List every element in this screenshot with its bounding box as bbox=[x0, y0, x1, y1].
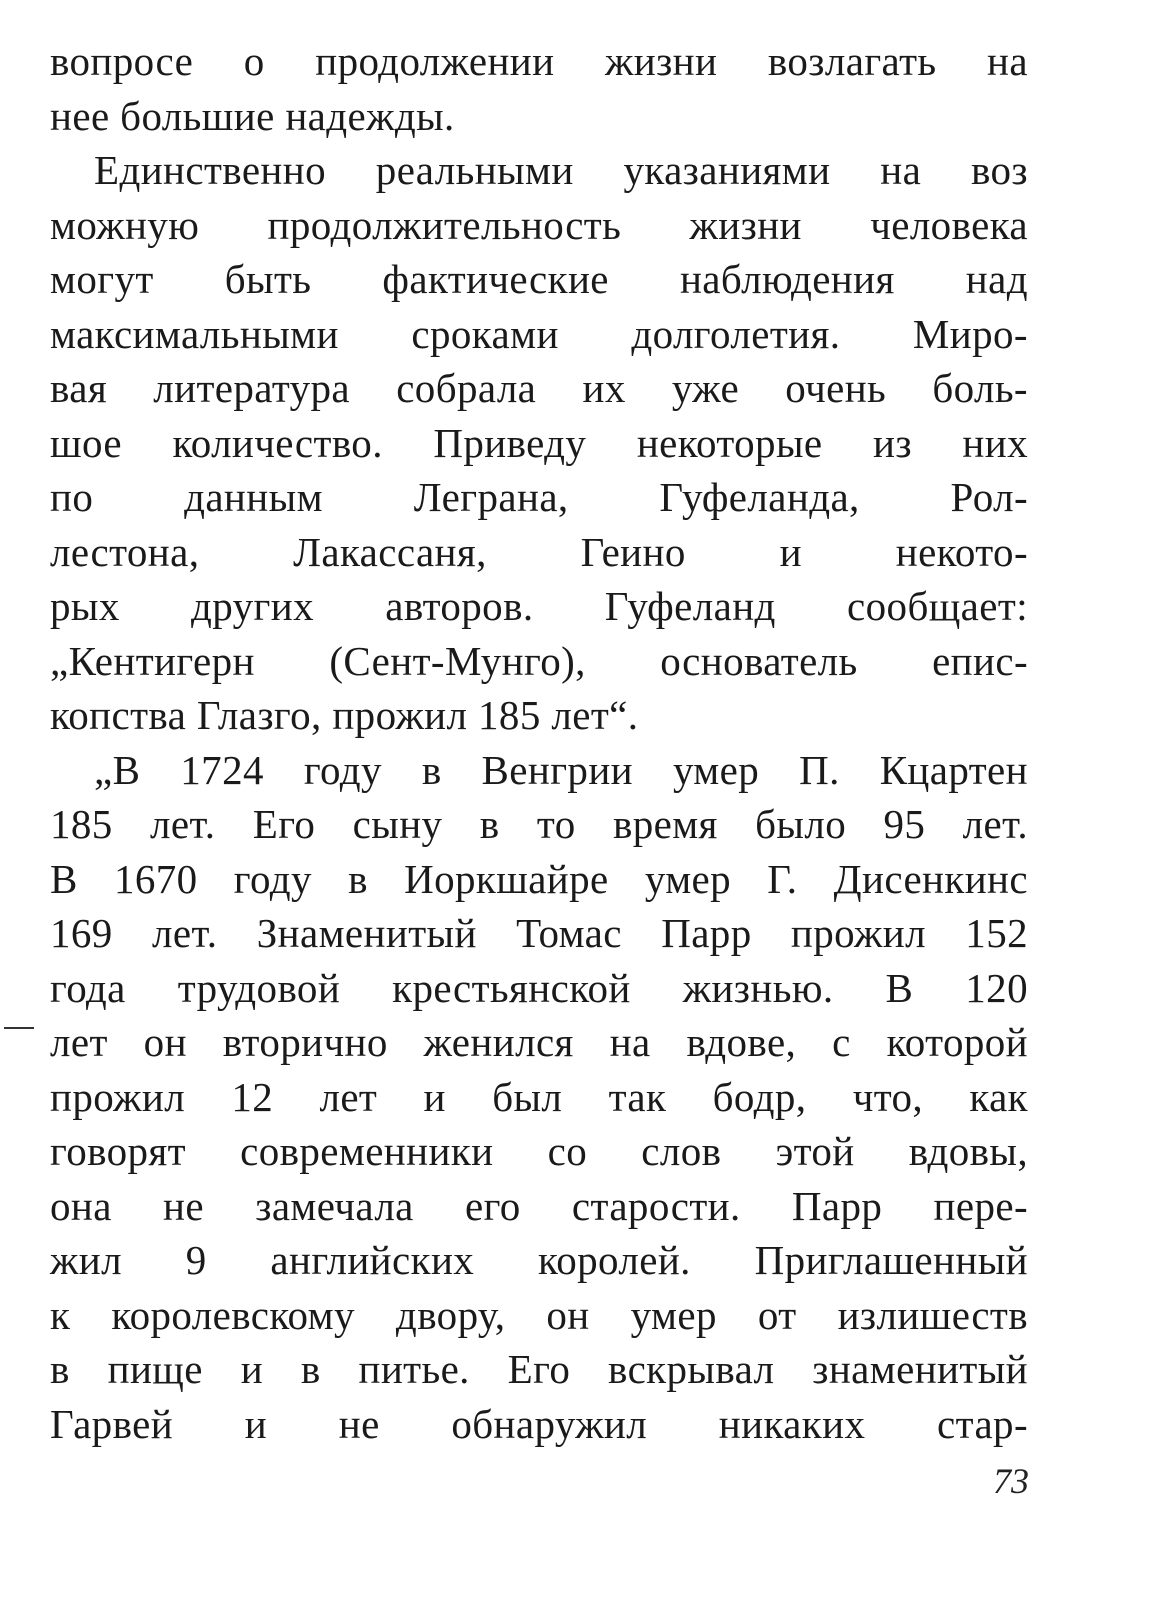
text-line: прожил 12 лет и был так бодр, что, как bbox=[50, 1073, 1028, 1120]
body-text bbox=[50, 34, 1028, 1451]
text-line: „Кентигерн (Сент-Мунго), основатель епис- bbox=[50, 637, 1028, 684]
page-number: 73 bbox=[993, 1461, 1029, 1501]
text-line: могут быть фактические наблюдения над bbox=[50, 256, 1028, 302]
text-line: копства Глазго, прожил 185 лет“. bbox=[50, 692, 639, 738]
text-line: вопросе о продолжении жизни возлагать на bbox=[50, 38, 1028, 84]
text-line: она не замечала его старости. Парр пере- bbox=[50, 1182, 1028, 1229]
text-line: вая литература собрала их уже очень боль- bbox=[50, 365, 1028, 411]
text-line: говорят современники со слов этой вдовы, bbox=[50, 1128, 1028, 1174]
text-line: нее большие надежды. bbox=[50, 92, 455, 139]
text-line: „В 1724 году в Венгрии умер П. Кцартен bbox=[94, 746, 1028, 793]
text-line: шое количество. Приведу некоторые из них bbox=[50, 419, 1028, 466]
text-line: 169 лет. Знаменитый Томас Парр прожил 152 bbox=[50, 910, 1028, 956]
text-line: 185 лет. Его сыну в то время было 95 лет. bbox=[50, 801, 1028, 847]
text-line: максимальными сроками долголетия. Миро- bbox=[50, 310, 1028, 357]
text-line: можную продолжительность жизни человека bbox=[50, 201, 1028, 248]
text-line: жил 9 английских королей. Приглашенный bbox=[50, 1237, 1028, 1283]
text-line: года трудовой крестьянской жизнью. В 120 bbox=[50, 964, 1028, 1011]
text-line: Гарвей и не обнаружил никаких стар- bbox=[50, 1400, 1028, 1447]
text-line: рых других авторов. Гуфеланд сообщает: bbox=[50, 583, 1028, 629]
text-line: В 1670 году в Иоркшайре умер Г. Дисенкинс bbox=[50, 855, 1028, 902]
text-line: в пище и в питье. Его вскрывал знаменитый bbox=[50, 1346, 1028, 1392]
text-line: лет он вторично женился на вдове, с которой bbox=[50, 1019, 1028, 1065]
text-line: к королевскому двору, он умер от излишеств bbox=[50, 1291, 1028, 1338]
text-line: Единственно реальными указаниями на воз bbox=[94, 147, 1028, 193]
margin-dash bbox=[4, 1027, 34, 1029]
text-line: по данным Леграна, Гуфеланда, Рол- bbox=[50, 474, 1028, 520]
text-line: лестона, Лакассаня, Геино и некото- bbox=[50, 528, 1028, 575]
